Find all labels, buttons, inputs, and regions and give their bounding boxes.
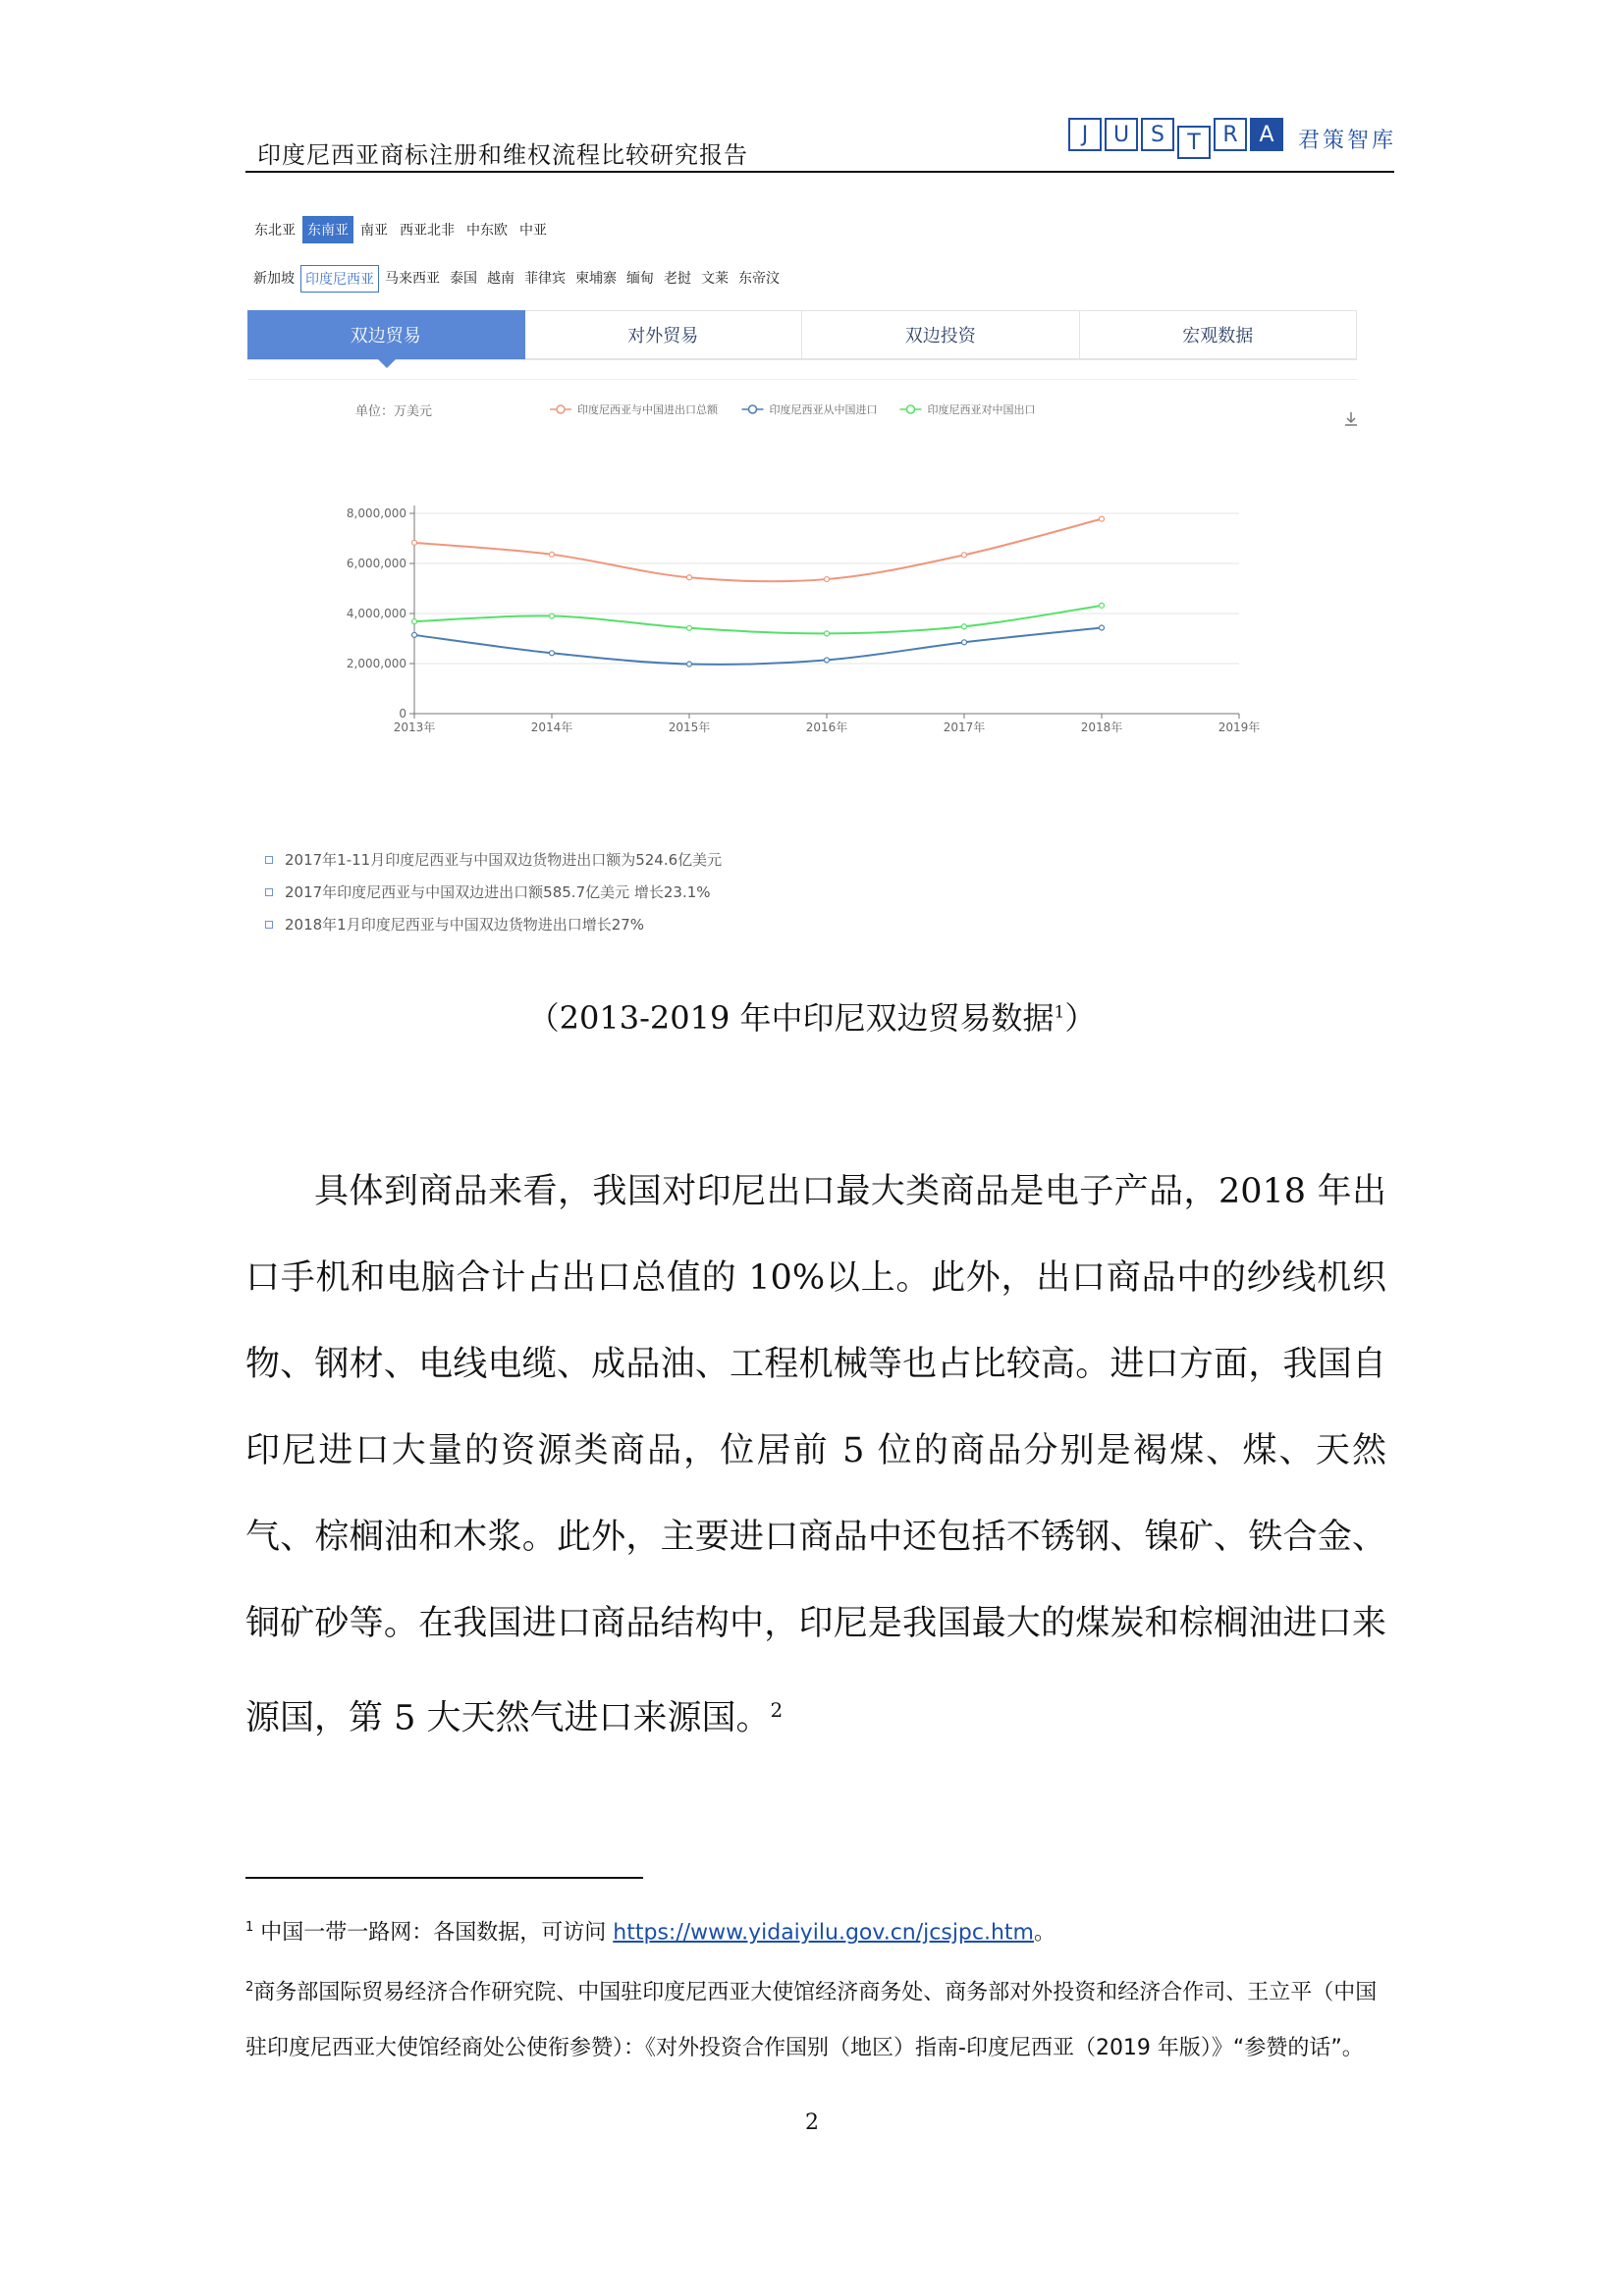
- trade-line-chart: [245, 388, 1365, 839]
- footnotes: [245, 1900, 1386, 2076]
- footnote-1: [245, 1900, 1386, 1960]
- region-item[interactable]: 西亚北非: [400, 223, 455, 239]
- region-item[interactable]: 中东欧: [466, 223, 508, 239]
- caption-close: ）: [1064, 999, 1097, 1037]
- data-point: [550, 614, 555, 618]
- chart-axes: [347, 506, 1260, 734]
- data-point: [1100, 603, 1105, 608]
- tab-bilateral-investment[interactable]: 双边投资: [802, 310, 1080, 359]
- region-item-active[interactable]: 东南亚: [302, 216, 353, 243]
- x-tick-label: 2016年: [805, 721, 848, 734]
- x-tick-label: 2019年: [1218, 721, 1261, 734]
- country-filter: [249, 265, 784, 293]
- figure-caption: [0, 993, 1624, 1039]
- series-line: [414, 606, 1102, 634]
- paragraph-text: 具体到商品来看，我国对印尼出口最大类商品是电子产品，2018 年出口手机和电脑合计占出口总值的 10%以上。此外，出口商品中的纱线机织物、钢材、电线电缆、成品油、工程机械等也占比较高。进口方面，我国自印尼进口大量的资源类商品，位居前 5 位的商品分别是褐煤、煤、天然气、棕榈油和木浆。此外，主要进口商品中还包括不锈钢、镍矿、铁合金、铜矿砂等。在我国进口商品结构中，印尼是我国最大的煤炭和棕榈油进口来源国，第 5 大天然气进口来源国。: [245, 1172, 1386, 1738]
- caption-text: （2013-2019 年中印尼双边贸易数据: [527, 999, 1055, 1037]
- y-tick-label: 2,000,000: [346, 657, 406, 670]
- data-point: [687, 662, 692, 667]
- note-text: 2018年1月印度尼西亚与中国双边货物进出口增长27%: [285, 916, 645, 934]
- country-item[interactable]: 马来西亚: [385, 271, 440, 287]
- logo-letter: U: [1105, 118, 1138, 151]
- country-item[interactable]: 越南: [487, 271, 514, 287]
- panel-divider: [247, 379, 1357, 380]
- tab-foreign-trade[interactable]: 对外贸易: [525, 310, 803, 359]
- page-number: 2: [805, 2110, 819, 2135]
- data-point: [1100, 625, 1105, 630]
- data-point: [412, 619, 417, 624]
- footnote-text: 商务部国际贸易经济合作研究院、中国驻印度尼西亚大使馆经济商务处、商务部对外投资和经济合作司、王立平（中国驻印度尼西亚大使馆经商处公使衔参赞）：《对外投资合作国别（地区）指南-印度尼西亚（2019 年版）》“参赞的话”。: [245, 1980, 1378, 2060]
- trade-notes: [265, 849, 722, 946]
- logo-letter: S: [1141, 118, 1174, 151]
- chart-grid: [414, 513, 1239, 664]
- logo-brand-cn: 君策智库: [1298, 128, 1397, 153]
- caption-footnote-ref: 1: [1054, 1002, 1065, 1023]
- logo-letter: A: [1250, 118, 1283, 151]
- x-tick-label: 2014年: [530, 721, 573, 734]
- x-tick-label: 2017年: [943, 721, 986, 734]
- chart-series: [412, 516, 1105, 667]
- legend-label: 印度尼西亚从中国进口: [769, 403, 878, 416]
- y-tick-label: 0: [399, 707, 406, 721]
- legend-swatch-marker: [907, 405, 915, 413]
- series-line: [414, 519, 1102, 582]
- y-tick-label: 8,000,000: [346, 507, 406, 520]
- note-text: 2017年1-11月印度尼西亚与中国双边货物进出口额为524.6亿美元: [285, 851, 723, 869]
- footnote-rule: [245, 1877, 643, 1879]
- data-point: [825, 631, 830, 636]
- data-point: [550, 651, 555, 656]
- country-item[interactable]: 老挝: [664, 271, 691, 287]
- legend-swatch-marker: [749, 405, 757, 413]
- justra-logo: [1068, 118, 1396, 159]
- note-item[interactable]: [265, 914, 722, 934]
- tab-macro-data[interactable]: 宏观数据: [1080, 310, 1358, 359]
- data-point: [412, 540, 417, 545]
- logo-letter: R: [1214, 118, 1247, 151]
- region-item[interactable]: 东北亚: [254, 223, 296, 239]
- data-point: [825, 658, 830, 663]
- country-item[interactable]: 东帝汶: [738, 271, 780, 287]
- chart-legend: [550, 402, 1036, 416]
- footnote-mark: 1: [245, 1920, 254, 1935]
- footnote-mark: 2: [245, 1980, 254, 1996]
- bullet-square-icon: [265, 888, 273, 896]
- footnote-link[interactable]: https://www.yidaiyilu.gov.cn/jcsjpc.htm: [613, 1920, 1034, 1946]
- country-item[interactable]: 新加坡: [253, 271, 295, 287]
- data-point: [687, 575, 692, 580]
- download-icon[interactable]: [1345, 412, 1357, 425]
- logo-letters: [1068, 118, 1286, 159]
- series-line: [414, 628, 1102, 665]
- body-paragraph: [245, 1148, 1386, 1762]
- footnote-end: 。: [1033, 1920, 1056, 1946]
- country-item[interactable]: 菲律宾: [524, 271, 566, 287]
- data-point: [687, 625, 692, 630]
- bullet-square-icon: [265, 856, 273, 864]
- data-point: [412, 632, 417, 637]
- note-text: 2017年印度尼西亚与中国双边进出口额585.7亿美元 增长23.1%: [285, 883, 711, 901]
- country-item[interactable]: 柬埔寨: [575, 271, 617, 287]
- active-tab-pointer: [378, 359, 396, 368]
- region-item[interactable]: 中亚: [519, 223, 547, 239]
- trade-data-screenshot: [245, 206, 1365, 962]
- header-rule: [245, 171, 1394, 173]
- x-tick-label: 2015年: [668, 721, 711, 734]
- x-tick-label: 2018年: [1080, 721, 1123, 734]
- country-item[interactable]: 缅甸: [626, 271, 654, 287]
- country-item-active[interactable]: 印度尼西亚: [300, 265, 379, 293]
- logo-letter: J: [1068, 118, 1102, 151]
- region-filter: [249, 216, 552, 243]
- tab-bilateral-trade[interactable]: 双边贸易: [247, 310, 525, 359]
- data-point: [1100, 516, 1105, 521]
- country-item[interactable]: 泰国: [450, 271, 477, 287]
- data-point: [962, 553, 967, 558]
- data-point: [962, 624, 967, 629]
- data-point: [962, 640, 967, 645]
- bullet-square-icon: [265, 921, 273, 929]
- data-point: [550, 552, 555, 557]
- y-tick-label: 6,000,000: [346, 557, 406, 570]
- legend-label: 印度尼西亚与中国进出口总额: [577, 403, 718, 416]
- data-tabs: [247, 310, 1357, 360]
- legend-swatch-marker: [557, 405, 565, 413]
- chart-unit-label: 单位：万美元: [355, 404, 433, 419]
- footnote-text: 中国一带一路网：各国数据，可访问: [253, 1920, 614, 1946]
- footnote-2: [245, 1960, 1386, 2075]
- note-item[interactable]: [265, 881, 722, 902]
- region-item[interactable]: 南亚: [360, 223, 388, 239]
- header-title: 印度尼西亚商标注册和维权流程比较研究报告: [257, 141, 748, 169]
- country-item[interactable]: 文莱: [701, 271, 729, 287]
- legend-label: 印度尼西亚对中国出口: [927, 403, 1036, 416]
- paragraph-footnote-ref: 2: [770, 1698, 784, 1722]
- note-item[interactable]: [265, 849, 722, 870]
- y-tick-label: 4,000,000: [346, 607, 406, 620]
- logo-letter: T: [1177, 126, 1211, 159]
- x-tick-label: 2013年: [393, 721, 436, 734]
- data-point: [825, 577, 830, 582]
